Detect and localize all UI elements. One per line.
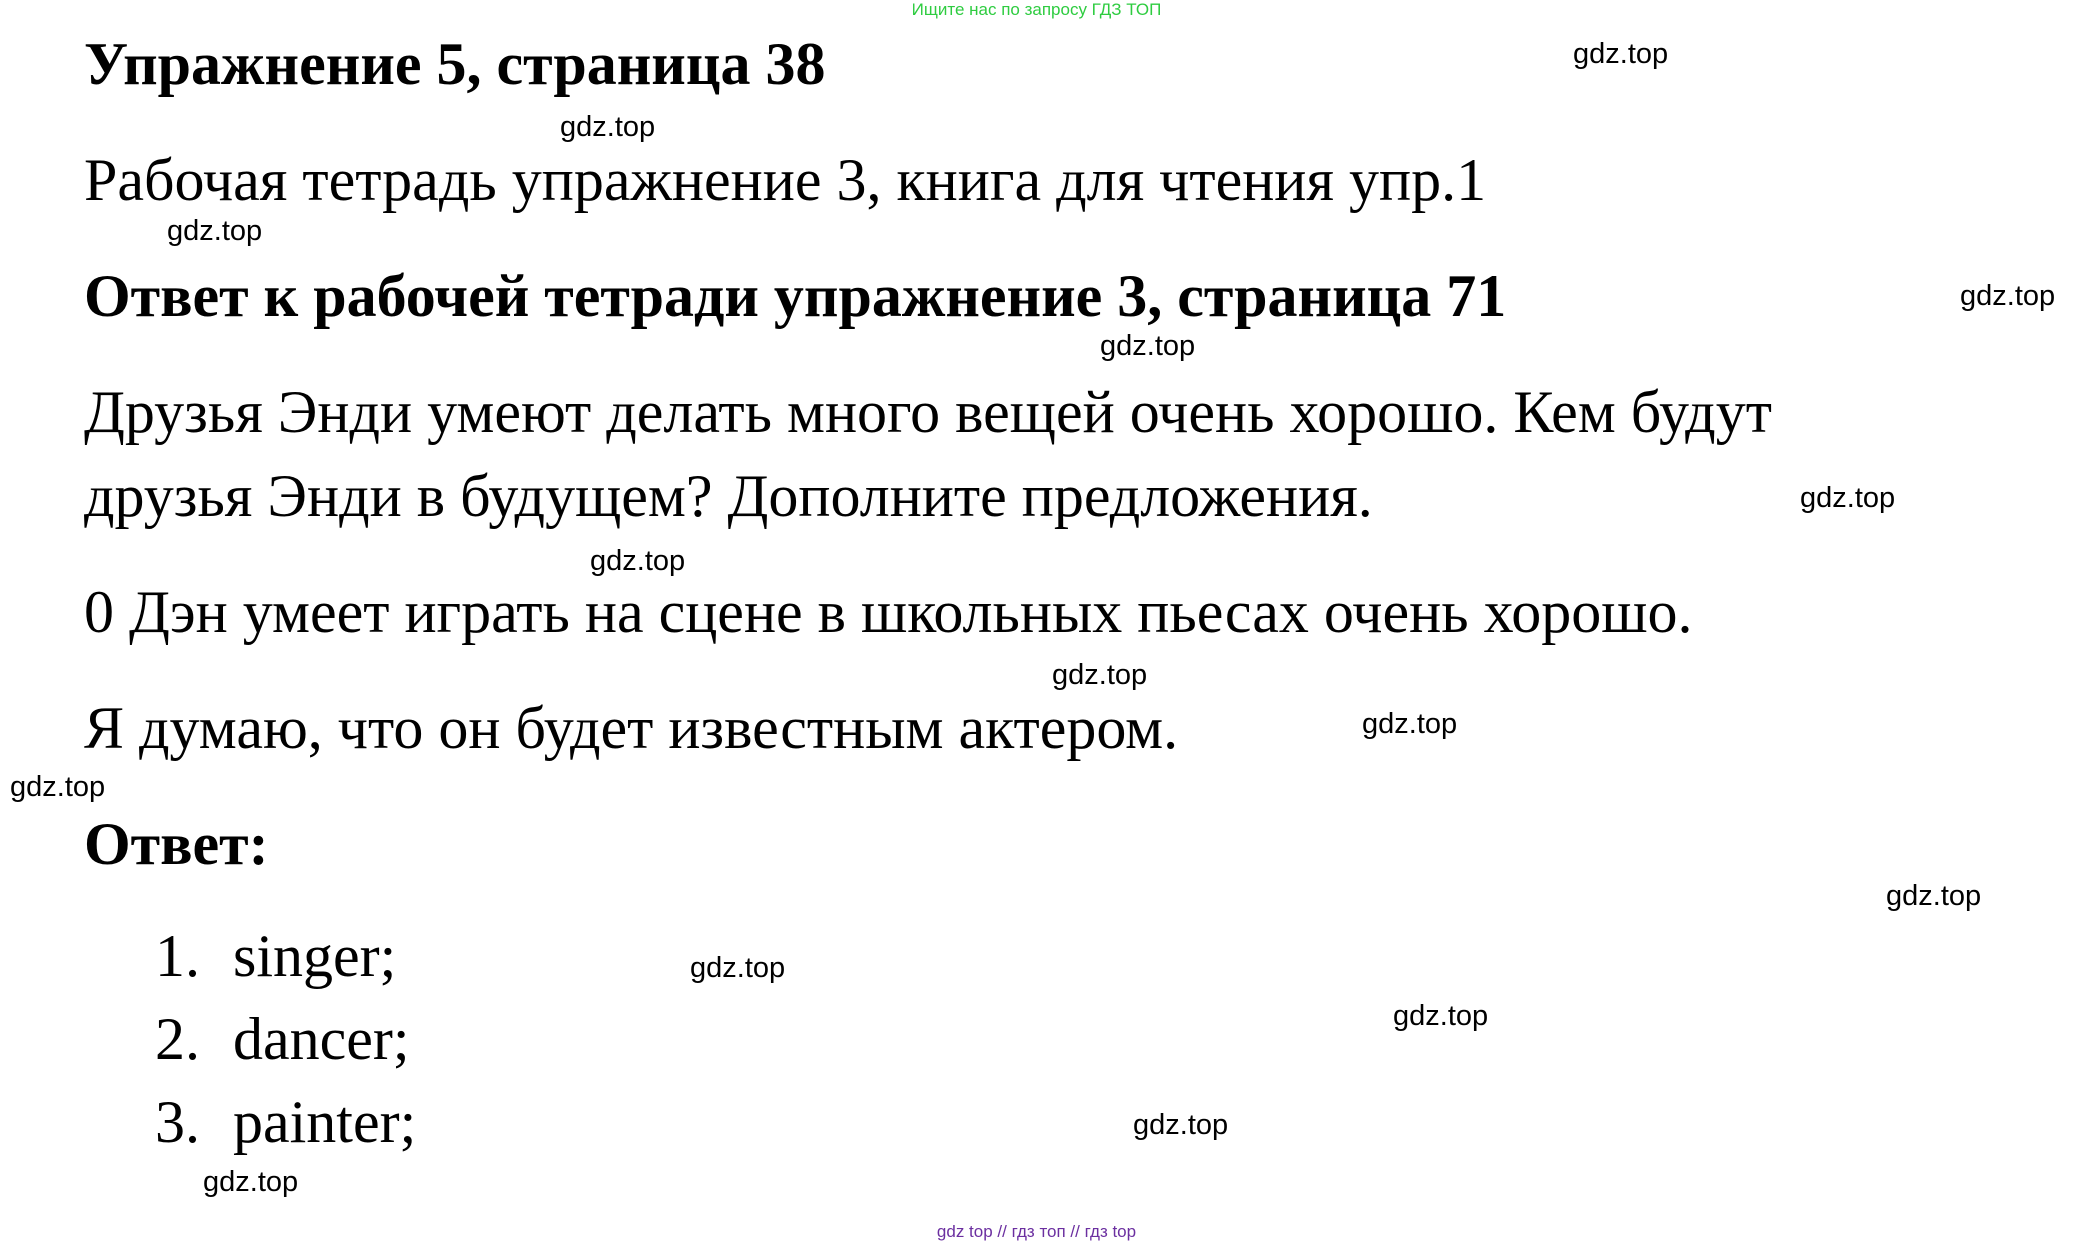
subtitle: Рабочая тетрадь упражнение 3, книга для чтения упр.1 [84,147,1487,213]
answer-number: 1. [155,923,200,989]
answer-text: dancer; [233,1006,410,1072]
answer-label: Ответ: [84,811,269,877]
watermark: gdz.top [1960,280,2056,312]
watermark: gdz.top [10,771,106,803]
watermark: gdz.top [1573,38,1669,70]
watermark: gdz.top [590,545,686,577]
answer-item [155,998,416,1081]
answer-item [155,915,416,998]
page-title: Упражнение 5, страница 38 [84,31,826,97]
watermark: gdz.top [1100,330,1196,362]
watermark: gdz.top [203,1166,299,1198]
example-line-2: Я думаю, что он будет известным актером. [84,695,1179,761]
watermark: gdz.top [167,215,263,247]
watermark: gdz.top [1362,708,1458,740]
task-line-1: Друзья Энди умеют делать много вещей очень хорошо. Кем будут [84,379,1772,445]
footer-watermark: gdz top // гдз топ // гдз top [936,1222,1137,1241]
watermark: gdz.top [1052,659,1148,691]
answer-number: 3. [155,1089,200,1155]
watermark: gdz.top [1886,880,1982,912]
top-banner: Ищите нас по запросу ГДЗ ТОП [911,0,1162,19]
answer-list [155,915,416,1164]
answer-text: singer; [233,923,397,989]
watermark: gdz.top [690,952,786,984]
watermark: gdz.top [1393,1000,1489,1032]
watermark: gdz.top [560,111,656,143]
watermark: gdz.top [1133,1109,1229,1141]
task-line-2: друзья Энди в будущем? Дополните предложения. [84,463,1373,529]
answer-text: painter; [233,1089,417,1155]
watermark: gdz.top [1800,482,1896,514]
answer-heading: Ответ к рабочей тетради упражнение 3, страница 71 [84,263,1507,329]
answer-item [155,1081,416,1164]
example-line-1: 0 Дэн умеет играть на сцене в школьных пьесах очень хорошо. [84,579,1693,645]
answer-number: 2. [155,1006,200,1072]
